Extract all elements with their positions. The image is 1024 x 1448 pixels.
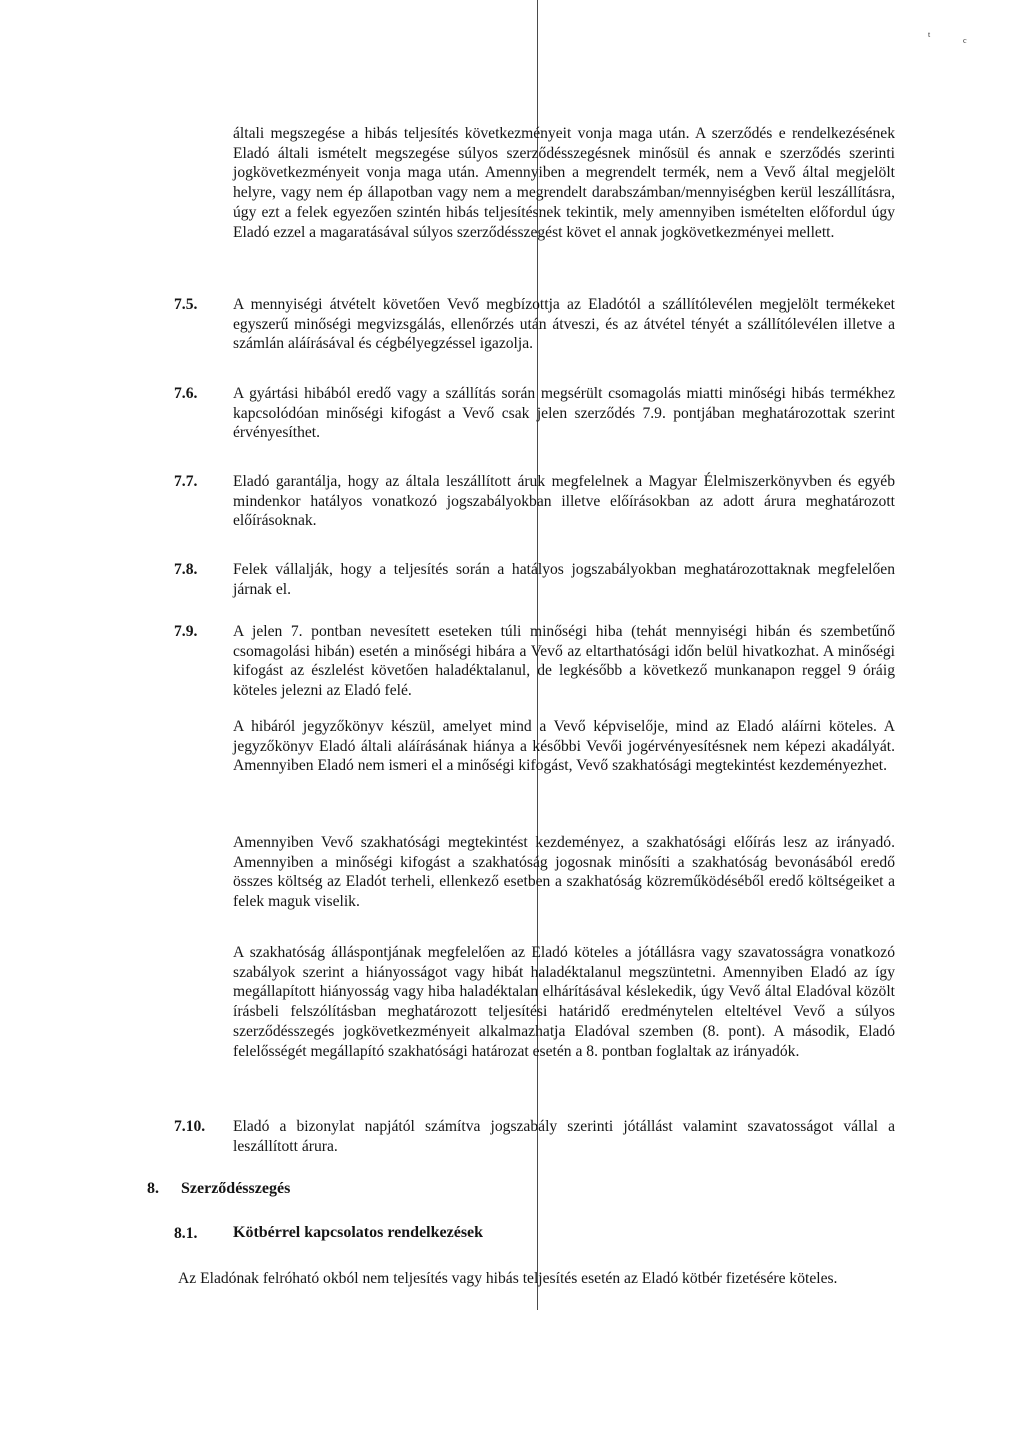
clause-number-7-9: 7.9. xyxy=(174,623,198,640)
clause-number-7-8: 7.8. xyxy=(174,561,198,578)
paragraph-7-7: Eladó garantálja, hogy az általa leszállított áruk megfelelnek a Magyar Élelmiszerkönyvben és egyéb mindenkor hatályos vonatkozó jogszabályokban illetve előírásokban az adott árura meghatározott előírásoknak. xyxy=(233,473,895,530)
paragraph-7-9-authority: Amennyiben Vevő szakhatósági megtekintést kezdeményez, a szakhatósági előírás lesz az irányadó. Amennyiben a minőségi kifogást a szakhatóság jogosnak minősíti a szakhatóság bevonásából eredő összes költség az Eladót terheli, ellenkező esetben a szakhatóság közreműködéséből eredő költségeiket a felek maguk viselik. xyxy=(233,834,895,911)
paragraph-7-6: A gyártási hibából eredő vagy a szállítás során megsérült csomagolás miatti minőségi hibás termékhez kapcsolódóan minőségi kifogást a Vevő csak jelen szerződés 7.9. pontjában meghatározottak szerint érvényesíthet. xyxy=(233,385,895,442)
clause-number-7-10: 7.10. xyxy=(174,1118,206,1135)
corner-mark: t xyxy=(928,30,931,39)
paragraph-7-8: Felek vállalják, hogy a teljesítés során a hatályos jogszabályokban meghatározottaknak megfelelően járnak el. xyxy=(233,561,895,598)
paragraph-8-1: Az Eladónak felróható okból nem teljesítés vagy hibás teljesítés esetén az Eladó kötbér fizetésére köteles. xyxy=(178,1270,838,1287)
subsection-title-8-1: Kötbérrel kapcsolatos rendelkezések xyxy=(233,1224,484,1241)
paragraph-intro: általi megszegése a hibás teljesítés következményeit vonja maga után. A szerződés e rendelkezésének Eladó általi ismételt megszegése súlyos szerződésszegésnek minősül és annak e szerződés szerinti jogkövetkezményeit vonja maga után. Amennyiben a megrendelt termék, nem a Vevő által megjelölt helyre, vagy nem ép állapotban vagy nem a megrendelt darabszámban/mennyiségben kerül leszállításra, úgy ezt a felek egyezően szintén hibás teljesítésnek tekintik, mely amennyiben ismételten előfordul úgy Eladó ezzel a magaratásával súlyos szerződésszegést követ el annak jogkövetkezményei mellett. xyxy=(233,125,895,241)
paragraph-7-10: Eladó a bizonylat napjától számítva jogszabály szerinti jótállást valamint szavatosságot vállal a leszállított árura. xyxy=(233,1118,895,1155)
corner-mark: c xyxy=(963,36,967,45)
paragraph-7-5: A mennyiségi átvételt követően Vevő megbízottja az Eladótól a szállítólevélen megjelölt termékeket egyszerű minőségi megvizsgálás, ellenőrzés után átveszi, és az átvétel tényét a szállítólevélen illetve a számlán aláírásával és cégbélyegzéssel igazolja. xyxy=(233,296,895,353)
paragraph-7-9-warranty: A szakhatóság álláspontjának megfelelően az Eladó köteles a jótállásra vagy szavatosságra vonatkozó szabályok szerint a hiányosságot vagy hibát haladéktalanul megszüntetni. Amennyiben Eladó az így megállapított hiányosság vagy hiba haladéktalan elhárításával késlekedik, úgy Vevő által Eladóval közölt írásbeli felszólításban meghatározott teljesítési határidő eredménytelen elteltével Vevő a súlyos szerződésszegés jogkövetkezményeit alkalmazhatja Eladóval szemben (8. pont). A második, Eladó felelősségét megállapító szakhatósági határozat esetén a 8. pontban foglaltak az irányadók. xyxy=(233,944,895,1060)
clause-number-7-7: 7.7. xyxy=(174,473,198,490)
clause-number-7-6: 7.6. xyxy=(174,385,198,402)
subsection-number-8-1: 8.1. xyxy=(174,1225,198,1242)
section-title-8: Szerződésszegés xyxy=(181,1180,291,1197)
section-number-8: 8. xyxy=(147,1180,159,1197)
paragraph-7-9-protocol: A hibáról jegyzőkönyv készül, amelyet mind a Vevő képviselője, mind az Eladó aláírni köteles. A jegyzőkönyv Eladó általi aláírásának hiánya a későbbi Vevői jogérvényesítésnek nem képezi akadályát. Amennyiben Eladó nem ismeri el a minőségi kifogást, Vevő szakhatósági megtekintést kezdeményezhet. xyxy=(233,718,895,775)
paragraph-7-9: A jelen 7. pontban nevesített eseteken túli minőségi hiba (tehát mennyiségi hibán és szembetűnő csomagolási hibán) esetén a minőségi hibára a Vevő az eltarthatósági időn belül hivatkozhat. A minőségi kifogást az észlelést követően haladéktalanul, de legkésőbb a következő munkanapon reggel 9 óráig köteles jelezni az Eladó felé. xyxy=(233,623,895,700)
clause-number-7-5: 7.5. xyxy=(174,296,198,313)
